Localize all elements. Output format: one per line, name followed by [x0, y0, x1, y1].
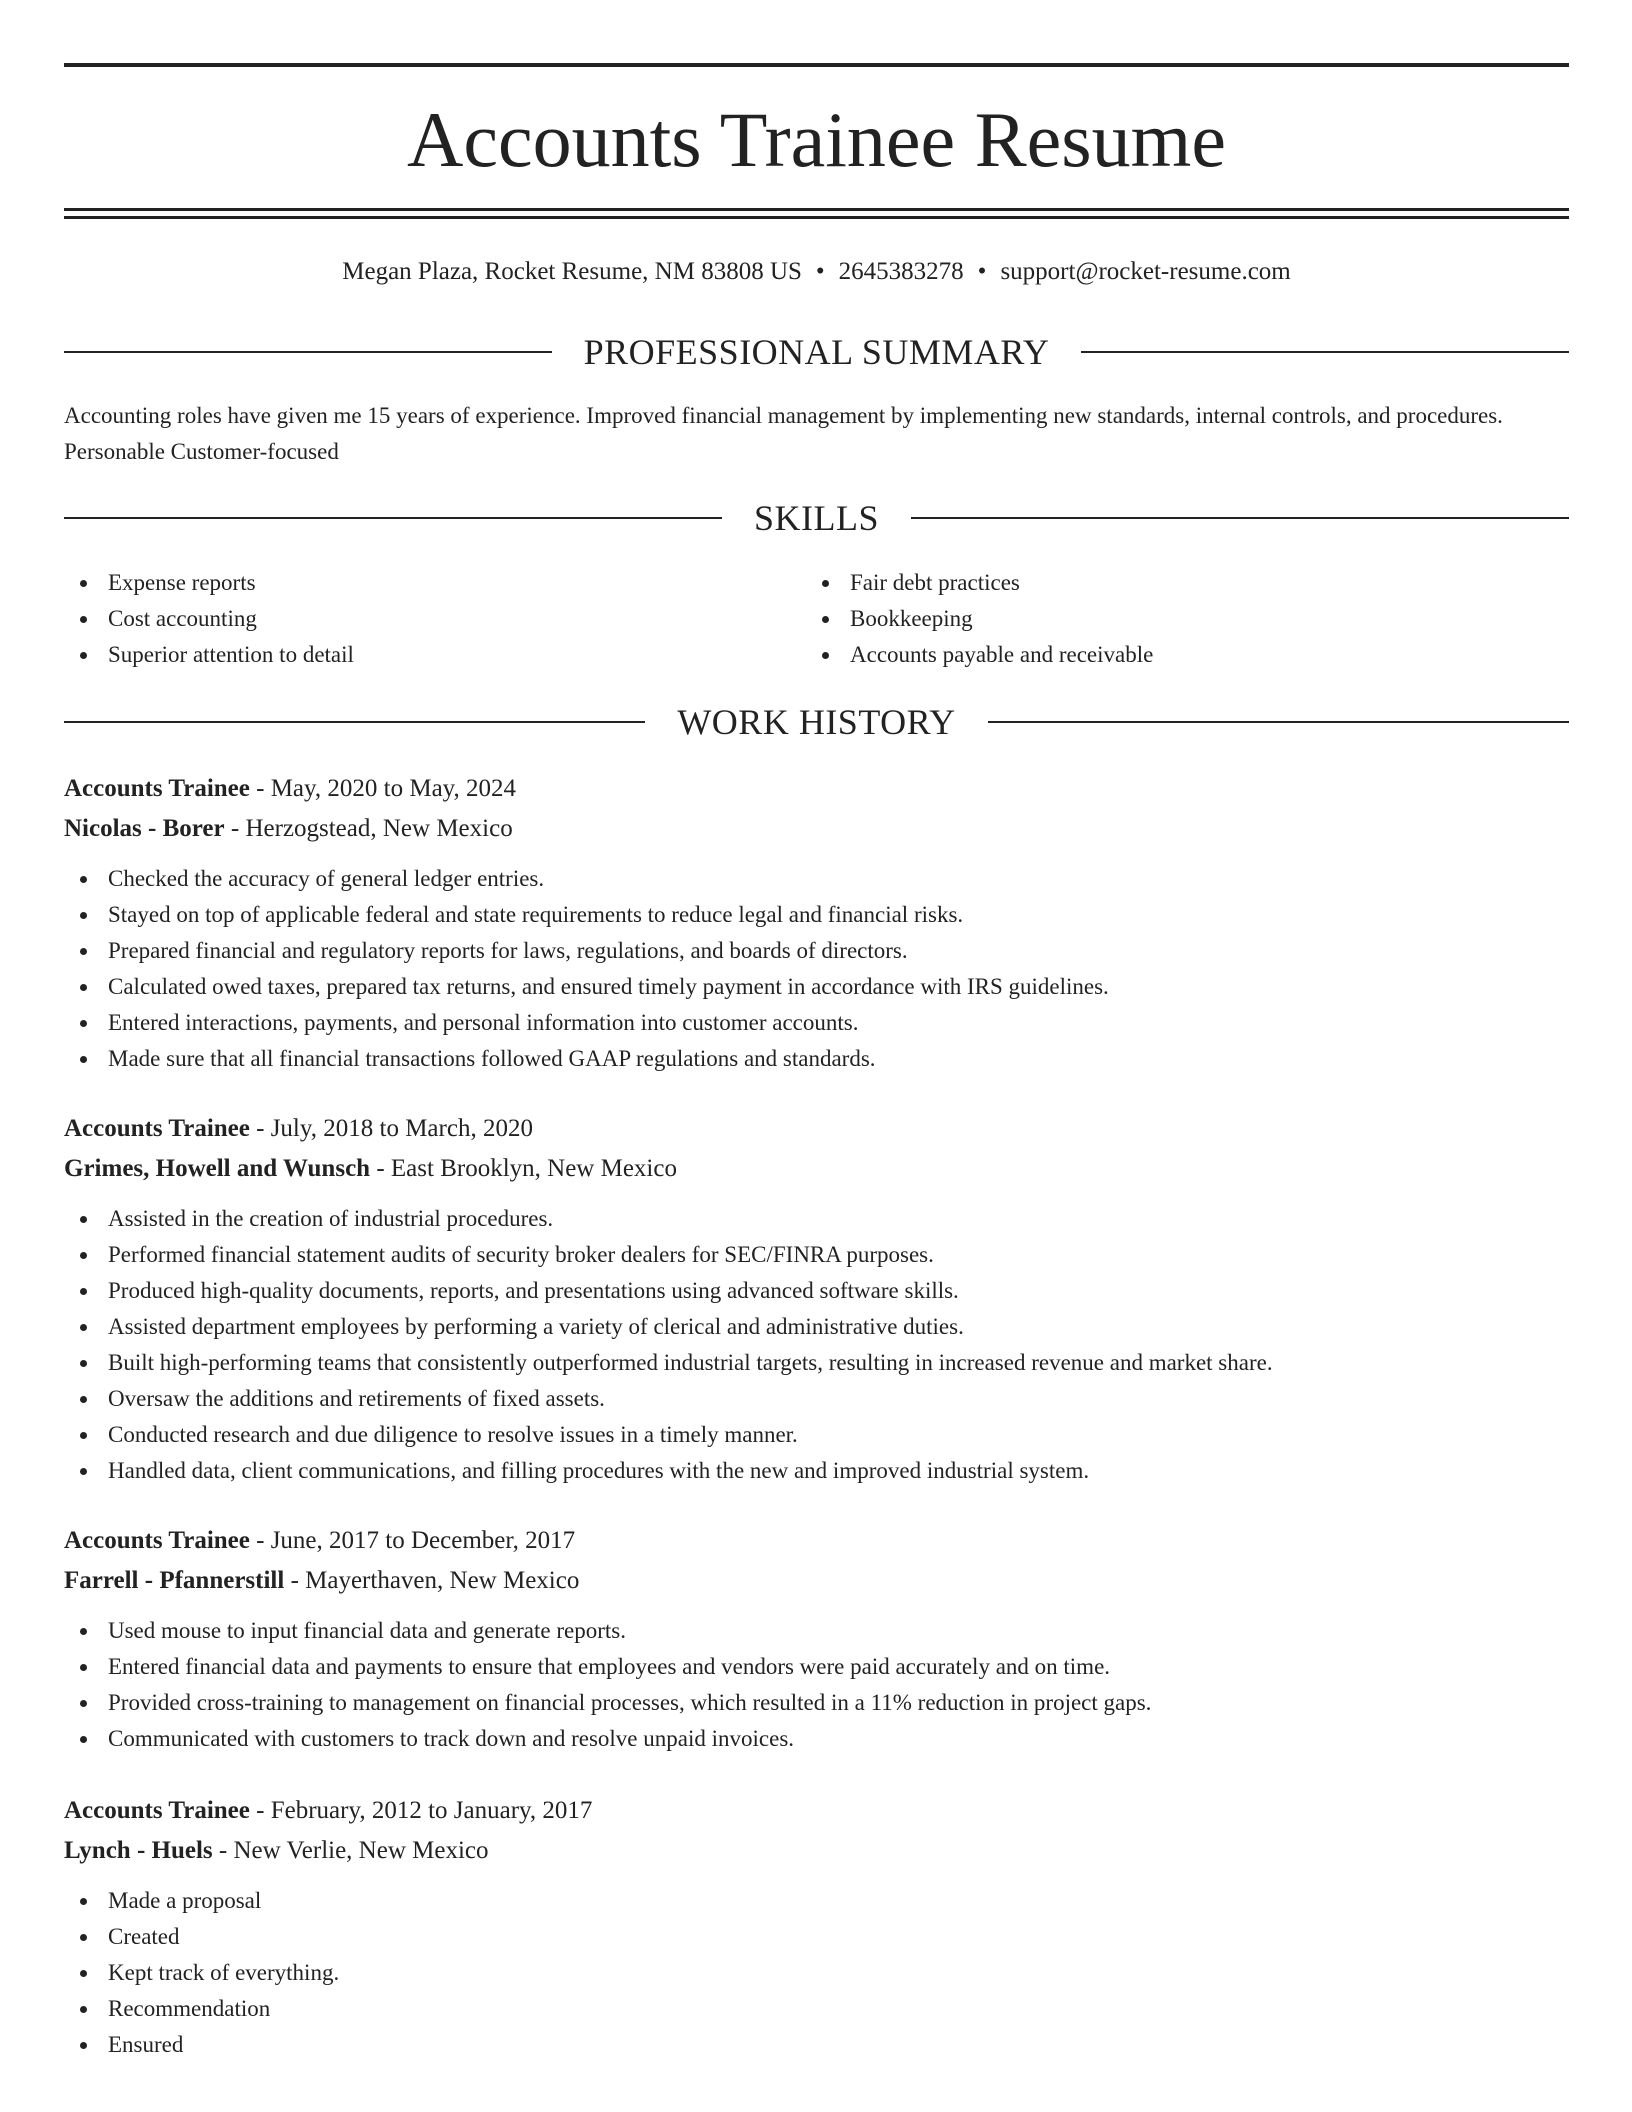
job-bullets [64, 1883, 1569, 2063]
job-title: Accounts Trainee [64, 775, 250, 802]
job-dash: - [249, 775, 271, 802]
job-bullet: Built high-performing teams that consistently outperformed industrial targets, resulting in increased revenue and market share. [64, 1345, 1569, 1381]
contact-separator: • [977, 258, 987, 285]
job-bullet: Assisted department employees by performing a variety of clerical and administrative duties. [64, 1309, 1569, 1345]
summary-heading-label: PROFESSIONAL SUMMARY [583, 332, 1050, 372]
job-bullet: Conducted research and due diligence to resolve issues in a timely manner. [64, 1417, 1569, 1453]
job-dash: - [224, 815, 246, 842]
job-dates: February, 2012 to January, 2017 [270, 1797, 593, 1824]
job-title-line [64, 1521, 1569, 1561]
job-company: Lynch - Huels [64, 1837, 213, 1864]
contact-line [64, 254, 1569, 290]
summary-heading [64, 330, 1569, 374]
contact-address: Megan Plaza, Rocket Resume, NM 83808 US [342, 258, 802, 285]
contact-phone: 2645383278 [838, 258, 964, 285]
job-location: Herzogstead, New Mexico [245, 815, 513, 842]
job-entry [64, 1521, 1569, 1757]
top-rule [64, 63, 1569, 67]
job-location: New Verlie, New Mexico [233, 1837, 489, 1864]
skills-list-left [64, 565, 764, 673]
skill-item: Bookkeeping [806, 601, 1506, 637]
job-company: Farrell - Pfannerstill [64, 1567, 285, 1594]
job-bullet: Entered financial data and payments to ensure that employees and vendors were paid accurately and on time. [64, 1649, 1569, 1685]
job-title-line [64, 1791, 1569, 1831]
work-heading-label: WORK HISTORY [677, 702, 956, 742]
job-title: Accounts Trainee [64, 1797, 250, 1824]
skill-item: Accounts payable and receivable [806, 637, 1506, 673]
job-bullet: Handled data, client communications, and filling procedures with the new and improved industrial system. [64, 1453, 1569, 1489]
job-bullet: Recommendation [64, 1991, 1569, 2027]
summary-text: Accounting roles have given me 15 years of experience. Improved financial management by implementing new standards, internal controls, and procedures. Personable Customer-focused [64, 403, 1503, 464]
job-bullet: Provided cross-training to management on financial processes, which resulted in a 11% reduction in project gaps. [64, 1685, 1569, 1721]
job-bullet: Assisted in the creation of industrial procedures. [64, 1201, 1569, 1237]
job-company-line [64, 1831, 1569, 1871]
job-company: Grimes, Howell and Wunsch [64, 1155, 371, 1182]
skill-item: Fair debt practices [806, 565, 1506, 601]
job-title-line [64, 769, 1569, 809]
job-bullet: Calculated owed taxes, prepared tax returns, and ensured timely payment in accordance with IRS guidelines. [64, 969, 1569, 1005]
job-entry [64, 769, 1569, 1077]
job-bullets [64, 1201, 1569, 1489]
job-location: Mayerthaven, New Mexico [305, 1567, 580, 1594]
title-double-rule [64, 208, 1569, 219]
job-bullet: Used mouse to input financial data and generate reports. [64, 1613, 1569, 1649]
job-bullet: Oversaw the additions and retirements of fixed assets. [64, 1381, 1569, 1417]
job-bullet: Prepared financial and regulatory reports for laws, regulations, and boards of directors. [64, 933, 1569, 969]
job-bullet: Ensured [64, 2027, 1569, 2063]
job-bullet: Entered interactions, payments, and personal information into customer accounts. [64, 1005, 1569, 1041]
heading-rule-right [988, 721, 1569, 723]
job-bullets [64, 861, 1569, 1077]
skill-item: Cost accounting [64, 601, 764, 637]
skills-heading-label: SKILLS [754, 498, 880, 538]
heading-rule-right [1081, 351, 1569, 353]
skills-list-right [806, 565, 1506, 673]
page-title: Accounts Trainee Resume [407, 96, 1226, 183]
job-company-line [64, 1561, 1569, 1601]
job-dash: - [370, 1155, 391, 1182]
job-company-line [64, 809, 1569, 849]
job-entry [64, 1109, 1569, 1489]
skill-item: Superior attention to detail [64, 637, 764, 673]
job-bullet: Made sure that all financial transactions followed GAAP regulations and standards. [64, 1041, 1569, 1077]
job-bullets [64, 1613, 1569, 1757]
job-bullet: Made a proposal [64, 1883, 1569, 1919]
job-bullet: Performed financial statement audits of security broker dealers for SEC/FINRA purposes. [64, 1237, 1569, 1273]
contact-email: support@rocket-resume.com [1000, 258, 1291, 285]
job-dates: May, 2020 to May, 2024 [270, 775, 517, 802]
job-bullet: Created [64, 1919, 1569, 1955]
heading-rule-left [64, 351, 552, 353]
job-bullet: Stayed on top of applicable federal and state requirements to reduce legal and financial risks. [64, 897, 1569, 933]
job-bullet: Kept track of everything. [64, 1955, 1569, 1991]
job-company: Nicolas - Borer [64, 815, 225, 842]
job-location: East Brooklyn, New Mexico [390, 1155, 677, 1182]
heading-rule-right [911, 517, 1569, 519]
heading-rule-left [64, 721, 645, 723]
job-bullet: Communicated with customers to track down and resolve unpaid invoices. [64, 1721, 1569, 1757]
work-heading [64, 700, 1569, 744]
job-dash: - [249, 1527, 271, 1554]
job-title-line [64, 1109, 1569, 1149]
job-entry [64, 1791, 1569, 2063]
heading-rule-left [64, 517, 722, 519]
job-company-line [64, 1149, 1569, 1189]
job-dates: June, 2017 to December, 2017 [270, 1527, 576, 1554]
job-dash: - [284, 1567, 306, 1594]
job-dash: - [249, 1115, 271, 1142]
job-dates: July, 2018 to March, 2020 [270, 1115, 533, 1142]
job-dash: - [249, 1797, 271, 1824]
job-title: Accounts Trainee [64, 1527, 250, 1554]
job-dash: - [212, 1837, 234, 1864]
job-bullet: Checked the accuracy of general ledger entries. [64, 861, 1569, 897]
job-bullet: Produced high-quality documents, reports, and presentations using advanced software skills. [64, 1273, 1569, 1309]
job-title: Accounts Trainee [64, 1115, 250, 1142]
skill-item: Expense reports [64, 565, 764, 601]
contact-separator: • [815, 258, 825, 285]
skills-heading [64, 496, 1569, 540]
